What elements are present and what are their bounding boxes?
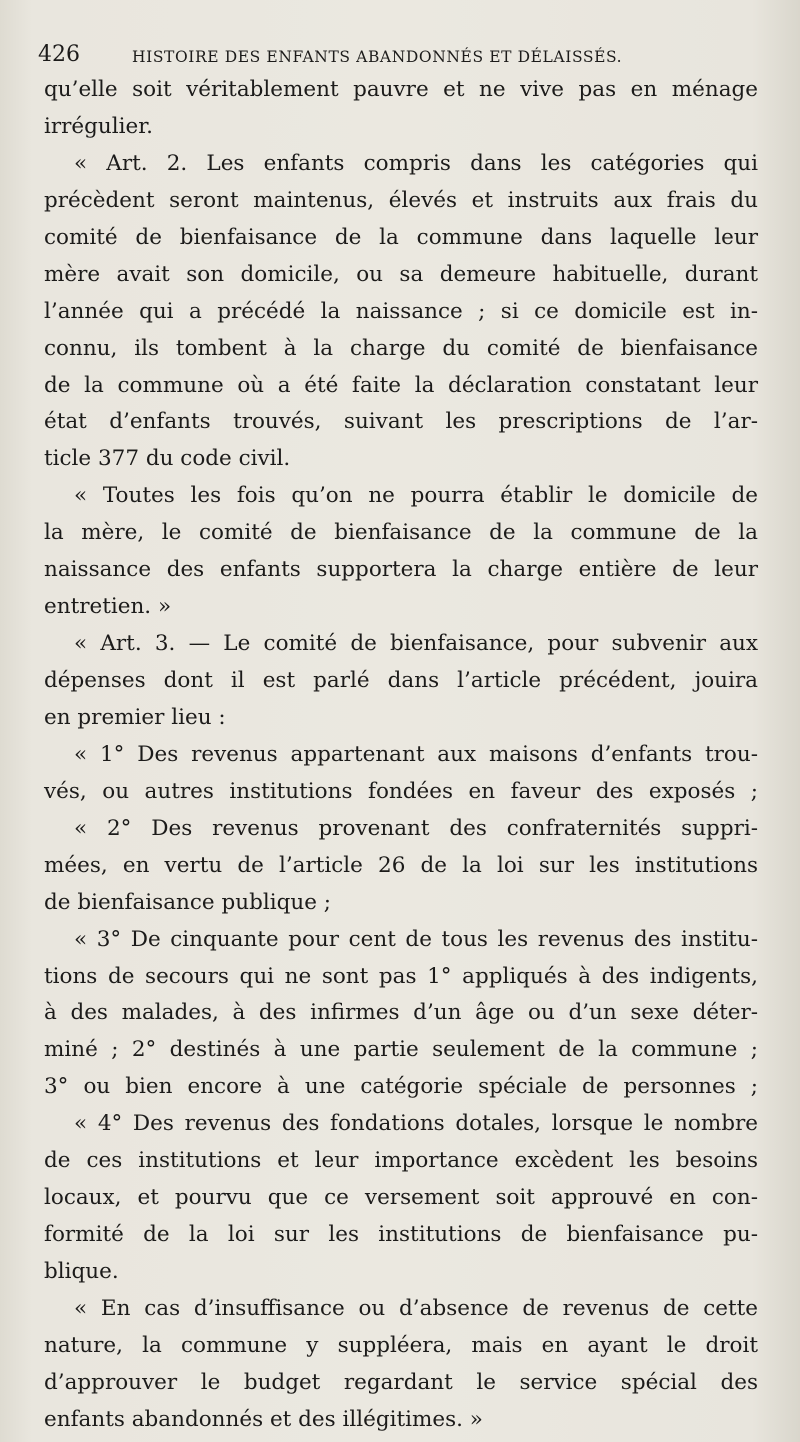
text-line: « 3° De cinquante pour cent de tous les revenus des institu-: [74, 926, 758, 952]
text-line: formité de la loi sur les institutions de bienfaisance pu-: [44, 1222, 758, 1248]
text-line: « 1° Des revenus appartenant aux maisons d’enfants trou-: [74, 741, 758, 767]
text-line: entretien. »: [44, 594, 172, 620]
text-line: tions de secours qui ne sont pas 1° appliqués à des indigents,: [44, 963, 758, 989]
text-line: ticle 377 du code civil.: [44, 446, 291, 472]
text-line: de bienfaisance publique ;: [44, 889, 332, 915]
text-line: qu’elle soit véritablement pauvre et ne vive pas en ménage: [44, 77, 758, 102]
text-line: « Art. 3. — Le comité de bienfaisance, pour subvenir aux: [74, 631, 758, 657]
text-line: « 2° Des revenus provenant des confraternités suppri-: [74, 815, 758, 841]
text-line: « Toutes les fois qu’on ne pourra établir le domicile de: [74, 483, 758, 509]
text-line: nature, la commune y suppléera, mais en ayant le droit: [44, 1332, 758, 1358]
running-title: HISTOIRE DES ENFANTS ABANDONNÉS ET DÉLAISSÉS.: [132, 48, 623, 66]
page-header: [38, 40, 758, 70]
text-line: blique.: [44, 1259, 119, 1284]
text-line: locaux, et pourvu que ce versement soit approuvé en con-: [44, 1185, 758, 1211]
text-line: irrégulier.: [44, 113, 153, 139]
text-line: « 4° Des revenus des fondations dotales, lorsque le nombre: [74, 1111, 758, 1137]
text-line: « Art. 2. Les enfants compris dans les catégories qui: [74, 150, 758, 176]
text-line: en premier lieu :: [44, 704, 226, 730]
text-line: comité de bienfaisance de la commune dans laquelle leur: [44, 224, 758, 250]
text-line: de ces institutions et leur importance excèdent les besoins: [44, 1148, 758, 1174]
text-line: état d’enfants trouvés, suivant les prescriptions de l’ar-: [44, 409, 758, 435]
text-line: 3° ou bien encore à une catégorie spéciale de personnes ;: [44, 1074, 758, 1100]
text-line: l’année qui a précédé la naissance ; si ce domicile est in-: [44, 298, 758, 324]
text-line: à des malades, à des infirmes d’un âge ou d’un sexe déter-: [44, 1000, 758, 1026]
text-line: de la commune où a été faite la déclaration constatant leur: [44, 372, 758, 398]
text-line: dépenses dont il est parlé dans l’article précédent, jouira: [44, 668, 758, 693]
body-text: [44, 72, 758, 1439]
text-line: vés, ou autres institutions fondées en faveur des exposés ;: [44, 778, 758, 804]
text-line: enfants abandonnés et des illégitimes. »: [44, 1406, 483, 1432]
text-line: miné ; 2° destinés à une partie seulement de la commune ;: [44, 1037, 758, 1063]
text-line: la mère, le comité de bienfaisance de la commune de la: [44, 520, 758, 546]
text-line: d’approuver le budget regardant le service spécial des: [44, 1369, 758, 1395]
text-line: mère avait son domicile, ou sa demeure habituelle, durant: [44, 261, 758, 287]
text-line: « En cas d’insuffisance ou d’absence de revenus de cette: [74, 1295, 758, 1321]
page-number: 426: [38, 42, 80, 67]
text-line: précèdent seront maintenus, élevés et instruits aux frais du: [44, 187, 758, 213]
text-line: mées, en vertu de l’article 26 de la loi sur les institutions: [44, 852, 758, 878]
text-line: naissance des enfants supportera la charge entière de leur: [44, 557, 758, 583]
text-line: connu, ils tombent à la charge du comité de bienfaisance: [44, 335, 758, 361]
